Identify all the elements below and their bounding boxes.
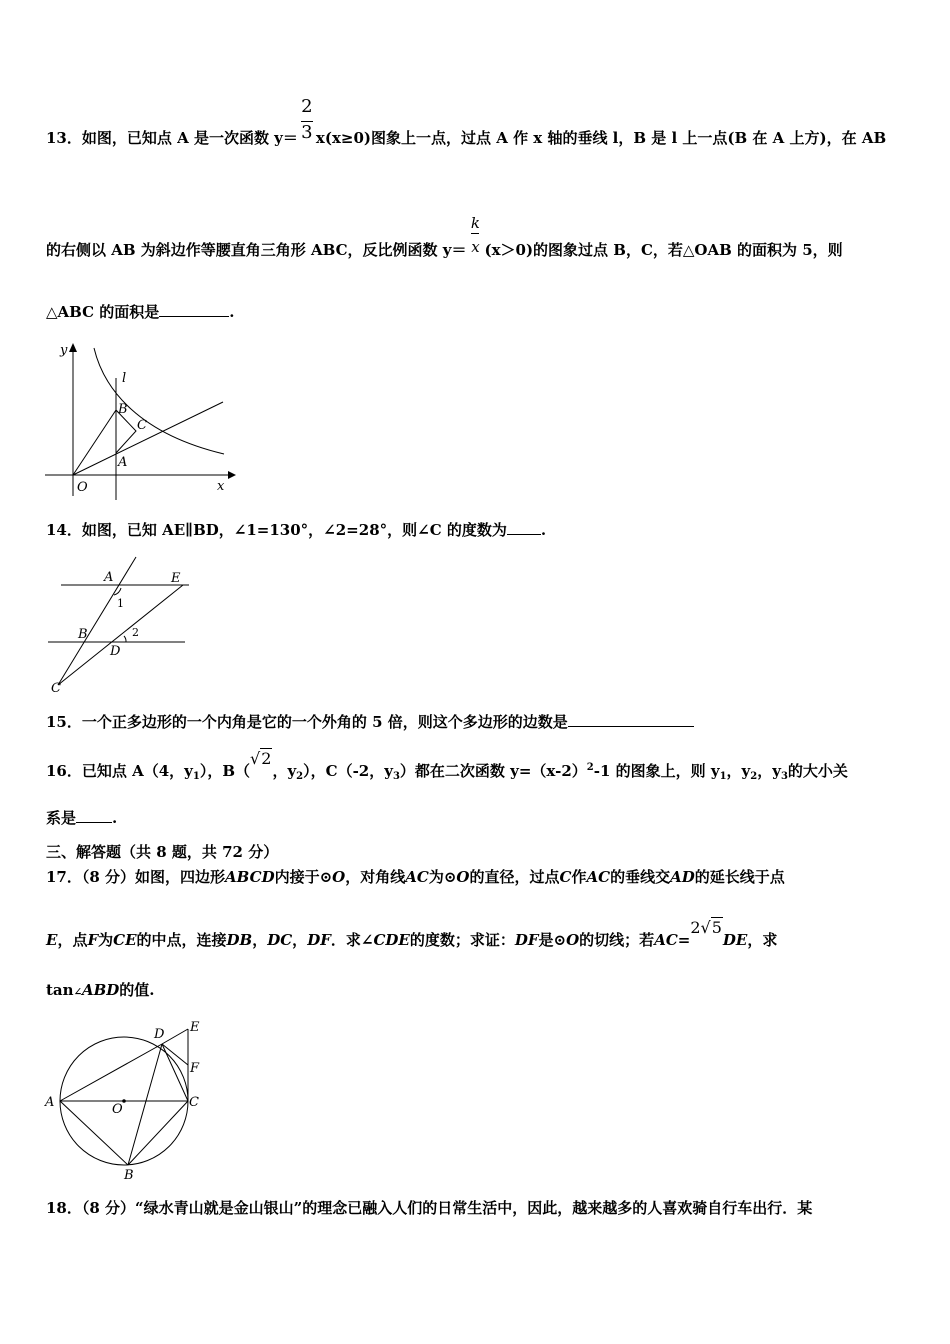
label-E: E <box>190 1020 200 1035</box>
q16-line-2: 系是 . <box>46 809 118 827</box>
label-l: l <box>122 371 127 386</box>
sqrt-two: √2 <box>250 749 272 768</box>
q16-line-1: 16．已知点 A（4，$y_1$），B（√2，$y_2$），C（-2，$y_3$）都在二次函数 $y=(x-2)^2-1$ 的图象上，则 $y_1$，$y_2$，$y_3$的大小关 <box>46 749 848 782</box>
answer-blank <box>159 302 229 317</box>
label-A: A <box>118 455 128 470</box>
q17-line-2: E，点F为CE的中点，连接DB，DC，DF．求∠CDE的度数；求证：DF是⊙O的切线；若AC=2√5DE，求 <box>46 918 778 949</box>
label-y-axis: y <box>60 343 68 358</box>
label-x-axis: x <box>217 479 225 494</box>
label-C: C <box>51 681 61 696</box>
label-angle-1: 1 <box>117 597 124 610</box>
answer-blank <box>507 520 541 535</box>
label-C: C <box>137 418 147 433</box>
q18-line: 18．（8 分）“绿水青山就是金山银山”的理念已融入人们的日常生活中，因此，越来越多的人喜欢骑自行车出行．某 <box>46 1199 813 1217</box>
q13-figure <box>40 340 240 500</box>
label-angle-2: 2 <box>132 626 139 639</box>
label-D: D <box>154 1027 165 1042</box>
q17-figure <box>42 1015 212 1185</box>
q13-line-1: 13．如图，已知点 A 是一次函数 y＝ $\frac{2}{3}$ x(x≥0)图象上一点，过点 A 作 x 轴的垂线 l，B 是 l 上一点(B 在 A 上方)，在 AB <box>46 96 887 147</box>
label-O: O <box>77 480 88 495</box>
q13-line-3: △ABC 的面积是 . <box>46 303 235 321</box>
q15-line: 15．一个正多边形的一个内角是它的一个外角的 5 倍，则这个多边形的边数是 <box>46 712 694 732</box>
section-title: 三、解答题（共 8 题，共 72 分） <box>46 843 279 861</box>
answer-blank <box>568 712 694 727</box>
label-B: B <box>124 1168 134 1183</box>
fraction-k-over-x: $\frac{k}{x}$ <box>470 214 481 256</box>
two-sqrt-five: 2√5 <box>690 918 722 937</box>
fraction-two-thirds: $\frac{2}{3}$ <box>301 96 313 143</box>
label-F: F <box>190 1061 200 1076</box>
label-A: A <box>104 570 114 585</box>
q17-line-3: tan∠ABD的值. <box>46 981 155 999</box>
label-B: B <box>78 627 88 642</box>
q13-line-2: 的右侧以 AB 为斜边作等腰直角三角形 ABC，反比例函数 y＝ $\frac{k}{x}$ (x＞0)的图象过点 B，C，若△OAB 的面积为 5，则 <box>46 214 843 259</box>
q14-figure <box>45 555 195 695</box>
q17-line-1: 17．（8 分）如图，四边形ABCD内接于⊙O，对角线AC为⊙O的直径，过点C作AC的垂线交AD的延长线于点 <box>46 868 785 886</box>
label-E: E <box>171 571 181 586</box>
label-O: O <box>112 1102 123 1117</box>
label-A: A <box>45 1095 55 1110</box>
label-D: D <box>110 644 121 659</box>
q14-line: 14．如图，已知 AE∥BD，∠1=130°，∠2=28°，则∠C 的度数为 . <box>46 521 547 539</box>
label-C: C <box>189 1095 199 1110</box>
answer-blank <box>76 808 112 823</box>
label-B: B <box>118 402 128 417</box>
